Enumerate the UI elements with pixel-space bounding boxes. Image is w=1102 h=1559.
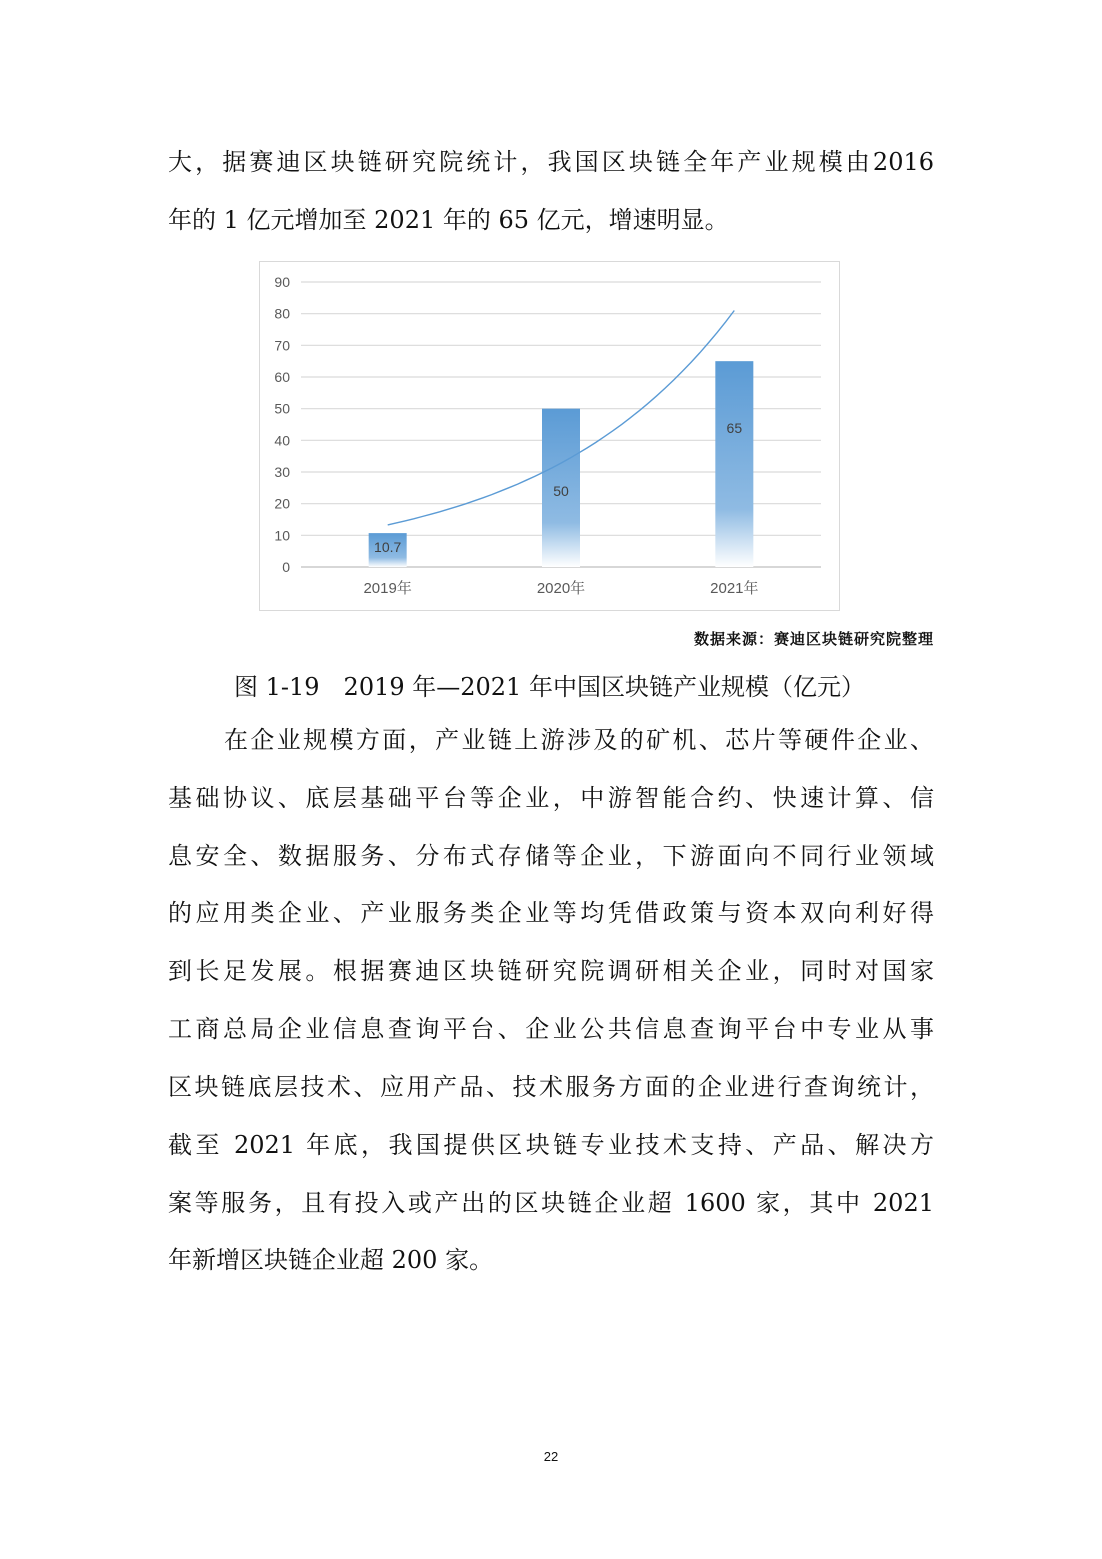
body-text-line: 大，据赛迪区块链研究院统计，我国区块链全年产业规模由2016 [168,148,934,176]
figure-caption: 图 1-19 2019 年—2021 年中国区块链产业规模（亿元） [234,673,865,701]
page-number: 22 [543,1449,559,1464]
body-text-line: 年新增区块链企业超 200 家。 [168,1246,494,1274]
body-text-line: 在企业规模方面，产业链上游涉及的矿机、芯片等硬件企业、 [224,726,934,754]
body-text-line: 年的 1 亿元增加至 2021 年的 65 亿元，增速明显。 [168,206,729,234]
body-text-line: 截至 2021 年底，我国提供区块链专业技术支持、产品、解决方 [168,1131,934,1159]
y-tick-label: 0 [282,559,290,575]
source-note: 数据来源：赛迪区块链研究院整理 [693,630,934,648]
y-tick-label: 90 [274,274,290,290]
body-text-line: 区块链底层技术、应用产品、技术服务方面的企业进行查询统计， [168,1073,934,1101]
x-tick-label: 2021年 [710,580,759,597]
body-text-line: 案等服务，且有投入或产出的区块链企业超 1600 家，其中 2021 [168,1189,934,1217]
bar [715,361,753,567]
body-text-line: 息安全、数据服务、分布式存储等企业，下游面向不同行业领域 [168,842,934,870]
x-tick-label: 2019年 [363,580,412,597]
body-text-line: 到长足发展。根据赛迪区块链研究院调研相关企业，同时对国家 [168,957,934,985]
bar-chart [259,261,840,611]
data-label: 50 [553,482,569,499]
body-text-line: 基础协议、底层基础平台等企业，中游智能合约、快速计算、信 [168,784,934,812]
y-tick-label: 10 [274,527,290,544]
body-text-line: 的应用类企业、产业服务类企业等均凭借政策与资本双向利好得 [168,899,934,927]
y-tick-label: 40 [274,432,290,449]
data-label: 10.7 [374,539,402,556]
y-tick-label: 80 [274,305,290,322]
data-label: 65 [726,420,743,437]
body-text-line: 工商总局企业信息查询平台、企业公共信息查询平台中专业从事 [168,1015,934,1043]
y-tick-label: 20 [274,495,290,512]
y-tick-label: 50 [274,400,290,417]
x-tick-label: 2020年 [536,580,586,597]
y-tick-label: 30 [274,464,290,480]
y-tick-label: 70 [274,337,290,354]
y-tick-label: 60 [274,369,290,385]
